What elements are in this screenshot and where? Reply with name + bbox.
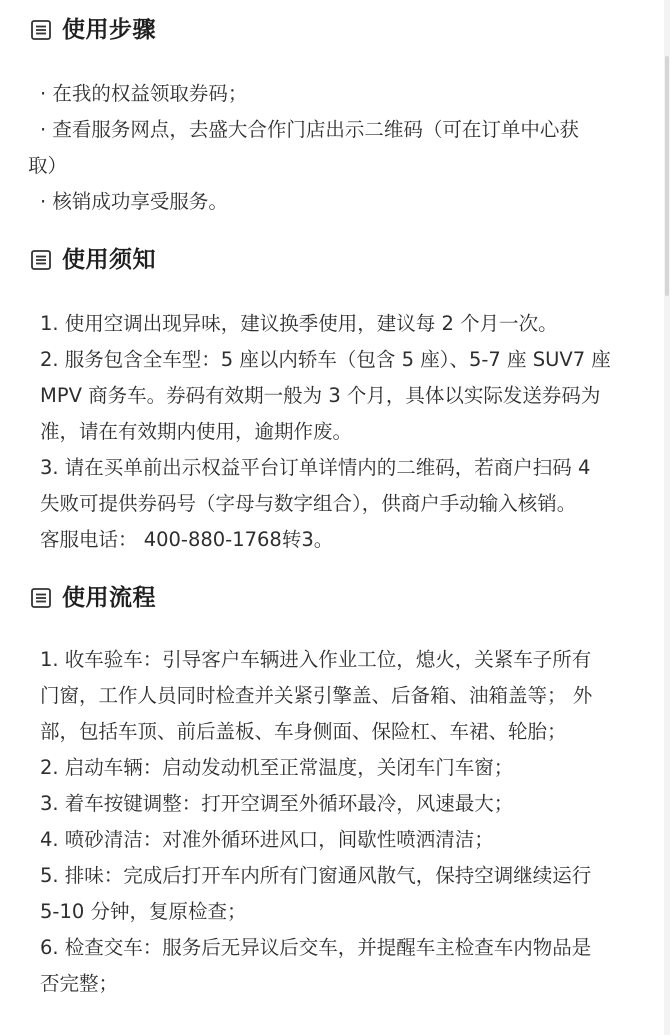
list-item: 6. 检查交车：服务后无异议后交车，并提醒车主检查车内物品是 — [40, 936, 592, 959]
list-item: 5. 排味：完成后打开车内所有门窗通风散气，保持空调继续运行 — [40, 864, 592, 887]
section-title: 使用流程 — [62, 585, 156, 611]
list-icon — [30, 249, 52, 271]
section-body-notice — [40, 306, 640, 558]
list-item: 失败可提供券码号（字母与数字组合），供商户手动输入核销。 — [40, 492, 577, 515]
list-item: 4. 喷砂清洁：对准外循环进风口，间歇性喷洒清洁； — [40, 828, 494, 851]
section-heading-process — [30, 582, 156, 614]
list-item: · 核销成功享受服务。 — [40, 190, 228, 213]
list-item: 2. 服务包含全车型：5 座以内轿车（包含 5 座）、5-7 座 SUV7 座 — [40, 348, 611, 371]
section-body-process — [40, 642, 640, 1002]
list-item: 客服电话： 400-880-1768转3。 — [40, 528, 334, 551]
section-title: 使用须知 — [62, 247, 156, 273]
list-item: 1. 收车验车：引导客户车辆进入作业工位，熄火，关紧车子所有 — [40, 648, 592, 671]
list-item: · 查看服务网点，去盛大合作门店出示二维码（可在订单中心获 — [40, 118, 579, 141]
section-heading-steps — [30, 14, 156, 46]
list-item: 2. 启动车辆：启动发动机至正常温度，关闭车门车窗； — [40, 756, 514, 779]
list-item: 门窗，工作人员同时检查并关紧引擎盖、后备箱、油箱盖等； 外 — [40, 684, 593, 707]
list-item: 3. 请在买单前出示权益平台订单详情内的二维码，若商户扫码 4 — [40, 456, 591, 479]
list-icon — [30, 587, 52, 609]
list-item: 部，包括车顶、前后盖板、车身侧面、保险杠、车裙、轮胎； — [40, 720, 567, 743]
list-item: 3. 着车按键调整：打开空调至外循环最冷，风速最大； — [40, 792, 514, 815]
list-item: 1. 使用空调出现异味，建议换季使用，建议每 2 个月一次。 — [40, 312, 558, 335]
section-body-steps — [28, 76, 640, 220]
list-icon — [30, 19, 52, 41]
scrollbar-thumb[interactable] — [665, 56, 669, 296]
scrollbar[interactable] — [664, 0, 670, 1035]
list-item: MPV 商务车。券码有效期一般为 3 个月，具体以实际发送券码为 — [40, 384, 601, 407]
list-item: · 在我的权益领取券码； — [40, 82, 248, 105]
section-heading-notice — [30, 244, 156, 276]
list-item: 准，请在有效期内使用，逾期作废。 — [40, 420, 353, 443]
list-item: 否完整； — [40, 972, 119, 995]
list-item: 5-10 分钟，复原检查； — [40, 900, 247, 923]
section-title: 使用步骤 — [62, 17, 156, 43]
list-item: 取） — [28, 154, 68, 177]
